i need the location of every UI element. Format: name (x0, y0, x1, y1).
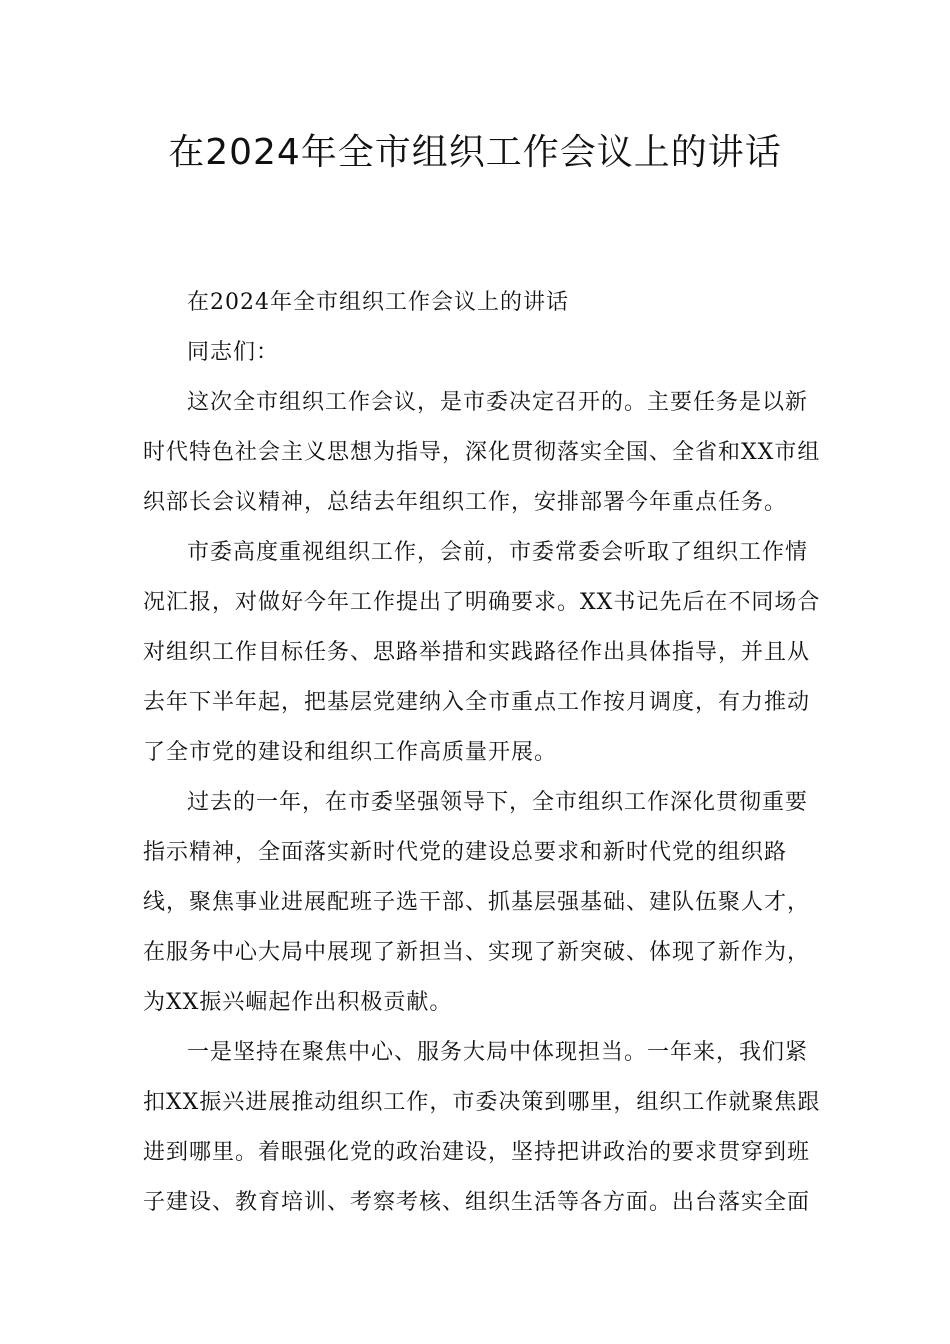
paragraph-heading: 在2024年全市组织工作会议上的讲话 (187, 290, 569, 315)
paragraph-salutation: 同志们： (187, 340, 280, 365)
document-title: 在2024年全市组织工作会议上的讲话 (168, 132, 782, 173)
paragraph: 一是坚持在聚焦中心、服务大局中体现担当。一年来，我们紧扣XX振兴进展推动组织工作，市委决策到哪里，组织工作就聚焦跟进到哪里。着眼强化党的政治建设，坚持把讲政治的要求贯穿到班子建设、教育培训、考察考核、组织生活等各方面。出台落实全面 (143, 1040, 821, 1215)
paragraph: 过去的一年，在市委坚强领导下，全市组织工作深化贯彻重要指示精神，全面落实新时代党的建设总要求和新时代党的组织路线，聚焦事业进展配班子选干部、抓基层强基础、建队伍聚人才，在服务中心大局中展现了新担当、实现了新突破、体现了新作为，为XX振兴崛起作出积极贡献。 (143, 790, 811, 1015)
paragraph: 这次全市组织工作会议，是市委决定召开的。主要任务是以新时代特色社会主义思想为指导，深化贯彻落实全国、全省和XX市组织部长会议精神，总结去年组织工作，安排部署今年重点任务。 (143, 390, 821, 515)
document-body (143, 278, 823, 1228)
paragraph: 市委高度重视组织工作，会前，市委常委会听取了组织工作情况汇报，对做好今年工作提出了明确要求。XX书记先后在不同场合对组织工作目标任务、思路举措和实践路径作出具体指导，并且从去年下半年起，把基层党建纳入全市重点工作按月调度，有力推动了全市党的建设和组织工作高质量开展。 (143, 540, 821, 765)
